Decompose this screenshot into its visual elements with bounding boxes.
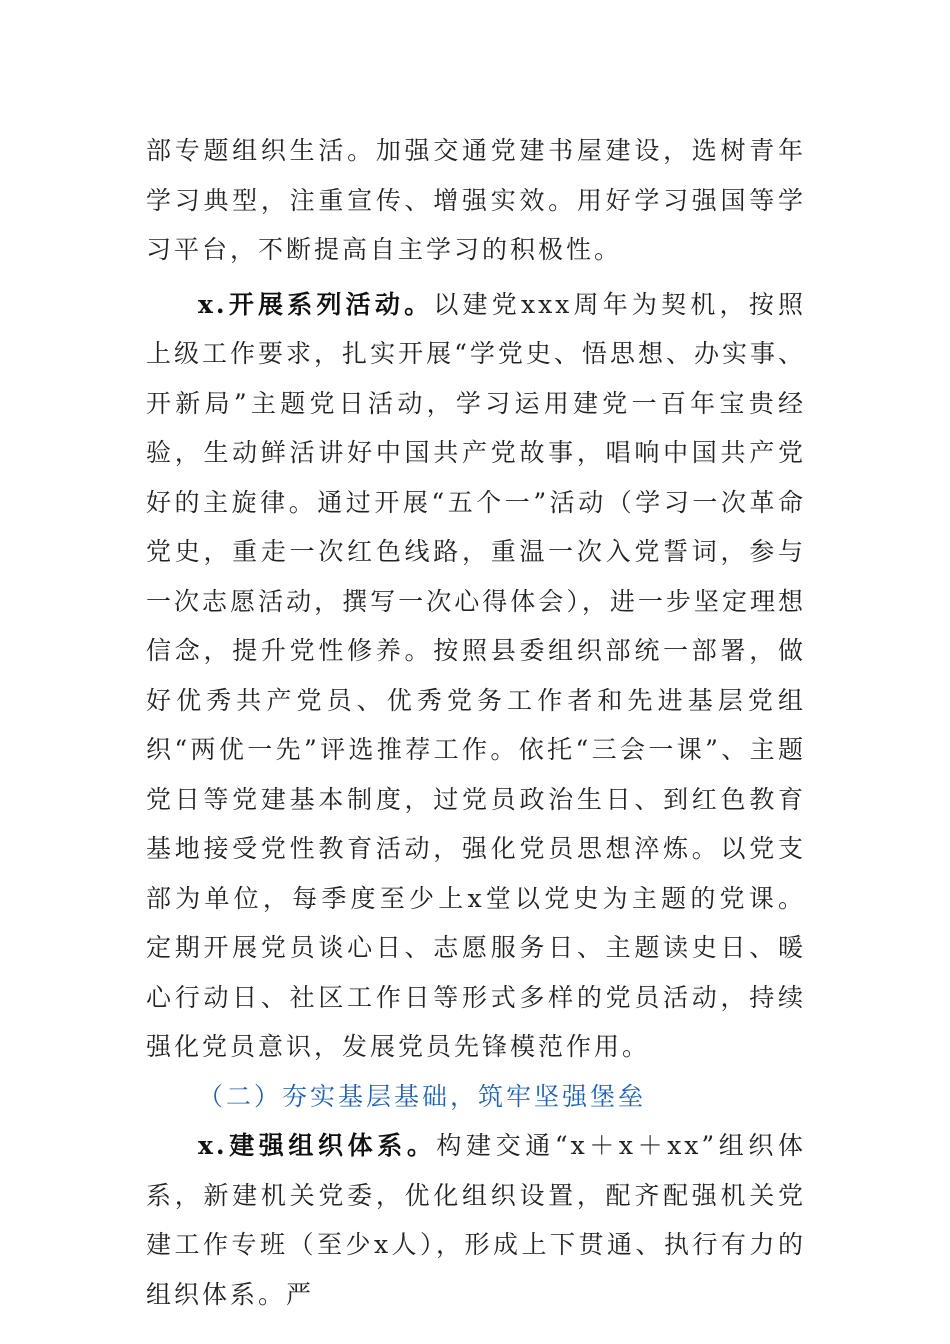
paragraph-1 <box>146 126 806 275</box>
paragraph-2-text: 以建党xxx周年为契机，按照上级工作要求，扎实开展“学党史、悟思想、办实事、开新局”主题党日活动，学习运用建党一百年宝贵经验，生动鲜活讲好中国共产党故事，唱响中国共产党好的主旋律。通过开展“五个一”活动（学习一次革命党史，重走一次红色线路，重温一次入党誓词，参与一次志愿活动，撰写一次心得体会），进一步坚定理想信念，提升党性修养。按照县委组织部统一部署，做好优秀共产党员、优秀党务工作者和先进基层党组织“两优一先”评选推荐工作。依托“三会一课”、主题党日等党建基本制度，过党员政治生日、到红色教育基地接受党性教育活动，强化党员思想淬炼。以党支部为单位，每季度至少上x堂以党史为主题的党课。定期开展党员谈心日、志愿服务日、主题读史日、暖心行动日、社区工作日等形式多样的党员活动，持续强化党员意识，发展党员先锋模范作用。 <box>146 289 806 1061</box>
section-heading-2-text: （二）夯实基层基础，筑牢坚强堡垒 <box>198 1081 647 1111</box>
paragraph-3-text: 构建交通“x＋x＋xx”组织体系，新建机关党委，优化组织设置，配齐配强机关党建工作专班（至少x人），形成上下贯通、执行有力的组织体系。严 <box>146 1131 806 1309</box>
document-body <box>146 126 806 1319</box>
paragraph-2-lead: x.开展系列活动。 <box>198 289 434 319</box>
paragraph-2 <box>146 280 806 1072</box>
paragraph-3 <box>146 1121 806 1319</box>
paragraph-1-text: 部专题组织生活。加强交通党建书屋建设，选树青年学习典型，注重宣传、增强实效。用好学习强国等学习平台，不断提高自主学习的积极性。 <box>146 136 806 264</box>
section-heading-2 <box>146 1072 806 1122</box>
paragraph-3-lead: x.建强组织体系。 <box>198 1131 437 1160</box>
